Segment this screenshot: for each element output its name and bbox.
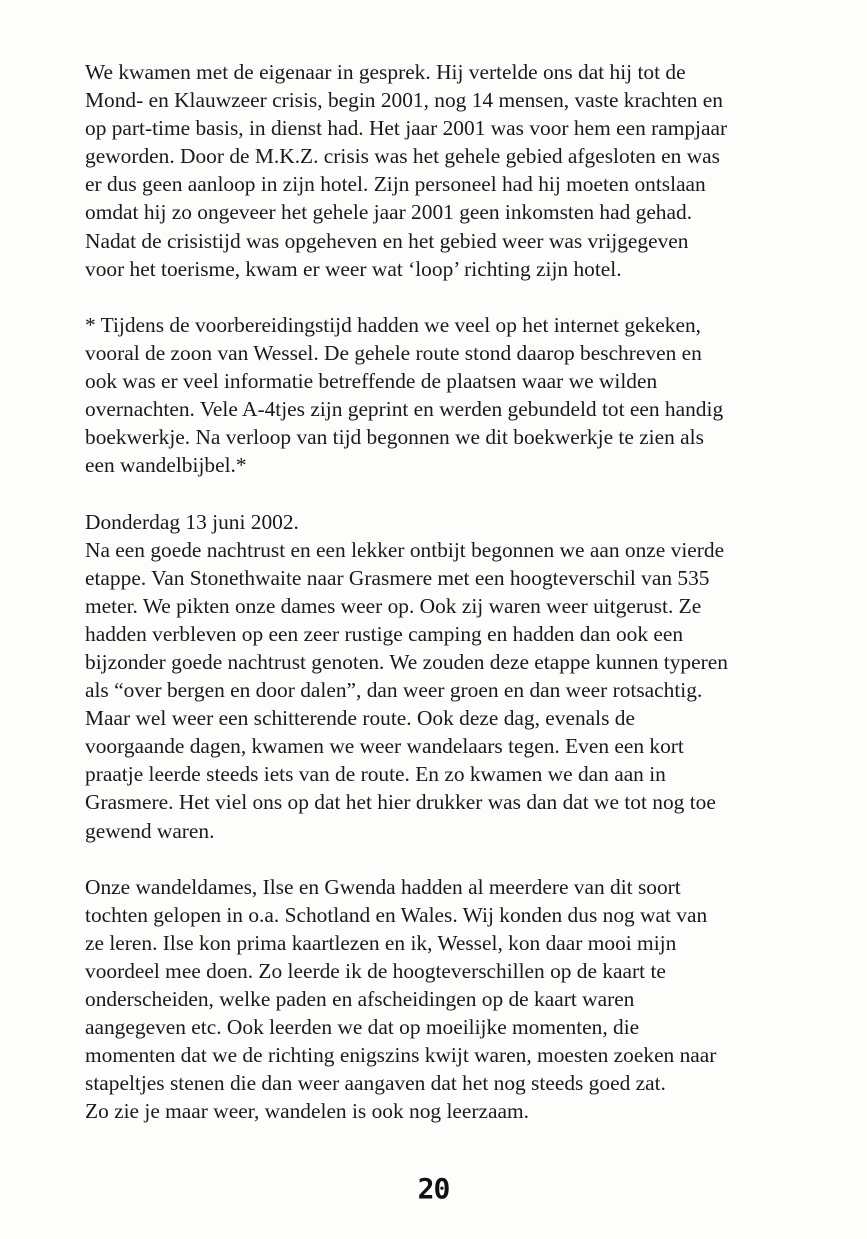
text-line: een wandelbijbel.* bbox=[85, 453, 247, 478]
text-line: aangegeven etc. Ook leerden we dat op moeilijke momenten, die bbox=[85, 1015, 640, 1040]
paragraph-hotel-owner bbox=[85, 58, 845, 283]
text-line: als “over bergen en door dalen”, dan weer groen en dan weer rotsachtig. bbox=[85, 678, 703, 703]
text-line: ze leren. Ilse kon prima kaartlezen en ik, Wessel, kon daar mooi mijn bbox=[85, 930, 677, 955]
text-line: meter. We pikten onze dames weer op. Ook zij waren weer uitgerust. Ze bbox=[85, 593, 702, 618]
text-line: We kwamen met de eigenaar in gesprek. Hij vertelde ons dat hij tot de bbox=[85, 60, 686, 84]
text-line: ook was er veel informatie betreffende de plaatsen waar we wilden bbox=[85, 369, 658, 394]
text-line: praatje leerde steeds iets van de route. En zo kwamen we dan aan in bbox=[85, 762, 666, 787]
text-line: tochten gelopen in o.a. Schotland en Wales. Wij konden dus nog wat van bbox=[85, 902, 708, 927]
text-line: momenten dat we de richting enigszins kwijt waren, moesten zoeken naar bbox=[85, 1043, 717, 1068]
paragraph-gap bbox=[85, 845, 845, 873]
text-line: onderscheiden, welke paden en afscheidingen op de kaart waren bbox=[85, 987, 635, 1012]
text-line: hadden verbleven op een zeer rustige camping en hadden dan ook een bbox=[85, 621, 684, 646]
text-line: voorgaande dagen, kwamen we weer wandelaars tegen. Even een kort bbox=[85, 734, 684, 759]
text-line: Zo zie je maar weer, wandelen is ook nog leerzaam. bbox=[85, 1099, 529, 1124]
text-line: Onze wandeldames, Ilse en Gwenda hadden al meerdere van dit soort bbox=[85, 874, 681, 899]
text-line: overnachten. Vele A-4tjes zijn geprint en werden gebundeld tot een handig bbox=[85, 397, 724, 422]
paragraph-gap bbox=[85, 479, 845, 507]
text-line: vooral de zoon van Wessel. De gehele route stond daarop beschreven en bbox=[85, 340, 702, 365]
text-line: Maar wel weer een schitterende route. Ook deze dag, evenals de bbox=[85, 706, 635, 731]
paragraph-preparation-note bbox=[85, 311, 845, 480]
text-line: er dus geen aanloop in zijn hotel. Zijn personeel had hij moeten ontslaan bbox=[85, 172, 706, 197]
text-line: Grasmere. Het viel ons op dat het hier drukker was dan dat we tot nog toe bbox=[85, 790, 716, 815]
text-line: Mond- en Klauwzeer crisis, begin 2001, nog 14 mensen, vaste krachten en bbox=[85, 88, 723, 113]
text-line: omdat hij zo ongeveer het gehele jaar 2001 geen inkomsten had gehad. bbox=[85, 200, 693, 225]
paragraph-thursday-stage bbox=[85, 508, 845, 845]
text-line: Nadat de crisistijd was opgeheven en het gebied weer was vrijgegeven bbox=[85, 228, 689, 253]
text-line: voordeel mee doen. Zo leerde ik de hoogteverschillen op de kaart te bbox=[85, 959, 666, 983]
paragraph-gap bbox=[85, 283, 845, 311]
text-line: bijzonder goede nachtrust genoten. We zouden deze etappe kunnen typeren bbox=[85, 649, 728, 674]
body-text bbox=[85, 58, 845, 1126]
text-line: op part-time basis, in dienst had. Het jaar 2001 was voor hem een rampjaar bbox=[85, 116, 728, 141]
text-line: Na een goede nachtrust en een lekker ontbijt begonnen we aan onze vierde bbox=[85, 537, 725, 562]
text-line: gewend waren. bbox=[85, 818, 215, 843]
text-line: boekwerkje. Na verloop van tijd begonnen we dit boekwerkje te zien als bbox=[85, 425, 704, 450]
date-heading: Donderdag 13 juni 2002. bbox=[85, 509, 299, 534]
text-line: geworden. Door de M.K.Z. crisis was het gehele gebied afgesloten en was bbox=[85, 144, 720, 169]
text-line: etappe. Van Stonethwaite naar Grasmere met een hoogteverschil van 535 bbox=[85, 565, 710, 590]
text-line: voor het toerisme, kwam er weer wat ‘loop’ richting zijn hotel. bbox=[85, 256, 622, 281]
page-number: 20 bbox=[417, 1172, 450, 1205]
paragraph-walking-ladies bbox=[85, 873, 845, 1126]
text-line: stapeltjes stenen die dan weer aangaven dat het nog steeds goed zat. bbox=[85, 1071, 666, 1096]
text-line: * Tijdens de voorbereidingstijd hadden we veel op het internet gekeken, bbox=[85, 312, 702, 337]
